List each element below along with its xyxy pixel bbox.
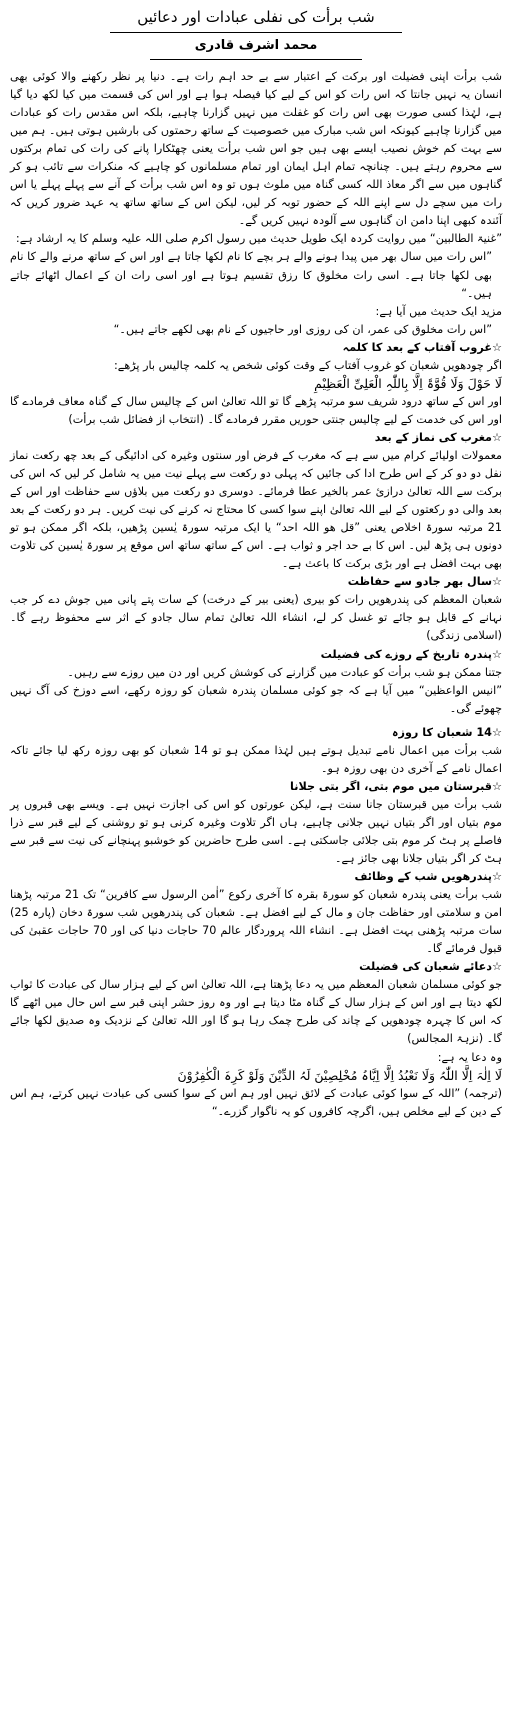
paragraph: ”انیس الواعظین“ میں آیا ہے کہ جو کوئی مسلمان پندرہ شعبان کو روزہ رکھے، اسے دوزخ کی آگ نہیں چھوئے گی۔	[10, 683, 502, 715]
article-header	[0, 0, 512, 62]
hadith-intro: ”غنیۃ الطالبین“ میں روایت کردہ ایک طویل حدیث میں رسول اکرم صلی اللہ علیہ وسلم کا یہ ارشاد ہے:	[15, 232, 502, 246]
author-divider	[150, 59, 362, 60]
section-heading: ☆دعائے شعبان کی فضیلت	[359, 960, 502, 974]
hadith-quote: ”اس رات میں سال بھر میں پیدا ہونے والے ہر بچے کا نام لکھا جاتا ہے اور اس کے ساتھ مرنے والے کا نام بھی لکھا جاتا ہے۔ اسی رات مخلوق کا رزق تقسیم ہوتا ہے اور اسی رات ان کے اعمال اٹھائے جاتے ہیں۔“	[10, 250, 492, 300]
paragraph: جتنا ممکن ہو شب برأت کو عبادت میں گزارنے کی کوشش کریں اور دن میں روزے سے رہیں۔	[67, 665, 502, 679]
section-heading: ☆مغرب کی نماز کے بعد	[374, 430, 502, 444]
section-heading: ☆سال بھر جادو سے حفاظت	[347, 575, 502, 589]
dua-intro: وہ دعا یہ ہے:	[437, 1050, 502, 1064]
dua-translation: (ترجمہ) ”اللہ کے سوا کوئی عبادت کے لائق نہیں اور ہم اس کے سوا کسی کی عبادت نہیں کرتے، ہم اس کے دین کے لیے مخلص ہیں، اگرچہ کافروں کو یہ ناگوار گزرے۔“	[10, 1086, 502, 1118]
arabic-dua: لَا اِلٰہَ اِلَّا اللّٰہُ وَلَا نَعْبُدُ اِلَّا اِیَّاہُ مُخْلِصِیْنَ لَہُ الدِّیْنَ وَلَوْ کَرِہَ الْکٰفِرُوْنَ	[177, 1067, 502, 1083]
hadith-intro-2: مزید ایک حدیث میں آیا ہے:	[375, 304, 502, 318]
article-author: محمد اشرف قادری	[194, 38, 318, 53]
paragraph: شب برأت یعنی پندرہ شعبان کو سورۃ بقرہ کا آخری رکوع ”اٰمن الرسول سے کافرین“ تک 21 مرتبہ پڑھنا امن و سلامتی اور حفاظت جان و مال کے لیے افضل ہے۔ شعبان کی پندرھویں شب سورۃ دخان (پارہ 25) سات مرتبہ پڑھنی بہت افضل ہے۔ انشاء اللہ پروردگار عالم 70 حاجات دنیا کی اور 70 حاجات عقبیٰ کی قبول فرمائے گا۔	[10, 888, 503, 956]
paragraph: اور اس کے ساتھ درود شریف سو مرتبہ پڑھے گا تو اللہ تعالیٰ اس کے چالیس سال کے گناہ معاف فرمادے گا اور اس کی خدمت کے لیے چالیس جنتی حوریں مقرر فرمادے گا۔ (انتخاب از فضائل شب برأت)	[10, 394, 502, 426]
section-heading: ☆پندرھویں شب کے وظائف	[354, 870, 502, 884]
article-body	[0, 62, 512, 1121]
article-title: شب برأت کی نفلی عبادات اور دعائیں	[137, 8, 375, 26]
section-heading: ☆غروب آفتاب کے بعد کا کلمہ	[342, 340, 502, 354]
section-heading: ☆14 شعبان کا روزہ	[391, 725, 502, 739]
paragraph: شب برأت میں قبرستان جانا سنت ہے، لیکن عورتوں کو اس کی اجازت نہیں ہے۔ ویسے بھی قبروں پر موم بتیاں اور اگر بتیاں نہیں جلانی چاہیے، ہاں اگر تلاوت وغیرہ کرنی ہو تو روشنی کے لیے قبر سے ذرا فاصلے پر ہٹ کر موم بتی جلائی جاسکتی ہے۔ اسی طرح حاضرین کو خوشبو پہنچانے کی نیت سے قبر سے ہٹ کر اگر بتیاں جلانا بھی جائز ہے۔	[10, 797, 502, 866]
section-heading: ☆پندرہ تاریخ کے روزے کی فضیلت	[320, 647, 502, 661]
arabic-kalima: لَا حَوْلَ وَلَا قُوَّۃَ اِلَّا بِاللّٰہِ الْعَلِیِّ الْعَظِیْمِ	[314, 375, 502, 391]
paragraph: شب برأت میں اعمال نامے تبدیل ہوتے ہیں لہٰذا ممکن ہو تو 14 شعبان کو بھی روزہ رکھ لیا جائے تاکہ اعمال نامے کے آخری دن بھی روزہ ہو۔	[10, 743, 503, 775]
paragraph: معمولات اولیائے کرام میں سے ہے کہ مغرب کے فرض اور سنتوں وغیرہ کی ادائیگی کے بعد چھ رکعت نماز نفل دو دو کر کے اس طرح ادا کی جائیں کہ پہلی دو رکعت سے پہلے نیت میں یہ شامل کر لیں کہ اس کی برکت سے اللہ تعالیٰ درازیٔ عمر بالخیر عطا فرمائے۔ دوسری دو رکعت میں بلاؤں سے حفاظت اور اس کے بعد والی دو رکعتوں کے لیے اللہ تعالیٰ اپنے سوا کسی کا محتاج نہ کرنے کی نیت کریں۔ ہر دو رکعت کے بعد 21 مرتبہ سورۃ اخلاص یعنی ”قل ھو اللہ احد“ یا ایک مرتبہ سورۃ یٰسین پڑھیں، بلکہ اگر ممکن ہو تو دونوں ہی پڑھ لیں۔ اس کا بے حد اجر و ثواب ہے۔ اس کے ساتھ ساتھ اس موقع پر سورۃ یٰسین کی تلاوت بھی بہت افضل ہے اور بڑی برکت کا باعث ہے۔	[10, 448, 502, 571]
section-heading: ☆قبرستان میں موم بتی، اگر بتی جلانا	[290, 779, 502, 793]
paragraph: اگر چودھویں شعبان کو غروب آفتاب کے وقت کوئی شخص یہ کلمہ چالیس بار پڑھے:	[114, 358, 502, 372]
paragraph: جو کوئی مسلمان شعبان المعظم میں یہ دعا پڑھتا ہے، اللہ تعالیٰ اس کے لیے ہزار سال کی عبادت کا ثواب لکھ دیتا ہے اور اس کے ہزار سال کے گناہ مٹا دیتا ہے اور وہ روز حشر اپنی قبر سے اس حال میں اٹھے گا کہ اس کا چہرہ چودھویں کے چاند کی طرح چمک رہا ہو گا اور اللہ تعالیٰ کے نزدیک وہ صدیق لکھا جائے گا۔ (نزہۃ المجالس)	[10, 978, 502, 1046]
hadith-quote-2: ”اس رات مخلوق کی عمر، ان کی روزی اور حاجیوں کے نام بھی لکھے جاتے ہیں۔“	[113, 322, 492, 336]
paragraph: شعبان المعظم کی پندرھویں رات کو بیری (یعنی بیر کے درخت) کے سات پتے پانی میں جوش دے کر جب نہانے کے قابل ہو جائے تو غسل کر لے، انشاء اللہ تعالیٰ تمام سال جادو کے اثر سے محفوظ رہے گا۔ (اسلامی زندگی)	[10, 593, 502, 643]
intro-paragraph: شب برأت اپنی فضیلت اور برکت کے اعتبار سے بے حد اہم رات ہے۔ دنیا پر نظر رکھنے والا کوئی بھی انسان یہ نہیں جانتا کہ اس رات کو اس کے لیے کیا فیصلہ ہوا ہے اور اس کی قسمت میں کیا لکھ دیا گیا ہے، لہٰذا کسی صورت بھی اس رات کو غفلت میں نہیں گزارنا چاہیے، بلکہ اس مقدس رات کو عبادات میں گزارنا چاہیے کیونکہ اس شب مبارک میں خصوصیت کے ساتھ رحمتوں کی بارشیں ہوتی ہیں۔ ہم میں سے بہت کم خوش نصیب ایسے بھی ہیں جو اس شب برأت یعنی چھٹکارا پانے کی رات کی تمام برکتوں سے محروم رہتے ہیں۔ چنانچہ تمام اہل ایمان اور تمام مسلمانوں کو چاہیے کہ منکرات سے تائب ہو کر گناہوں میں سے اگر معاذ اللہ کسی گناہ میں ملوث ہوں تو وہ اس شب برأت کے آنے سے پہلے پہلے یا اس رات میں سچے دل سے اپنے اللہ کے حضور توبہ کر لیں، لیکن اس کے ساتھ ساتھ یہ عہد ضرور کریں کہ آئندہ کبھی اپنا دامن ان گناہوں سے آلودہ نہیں کریں گے۔	[10, 70, 502, 228]
